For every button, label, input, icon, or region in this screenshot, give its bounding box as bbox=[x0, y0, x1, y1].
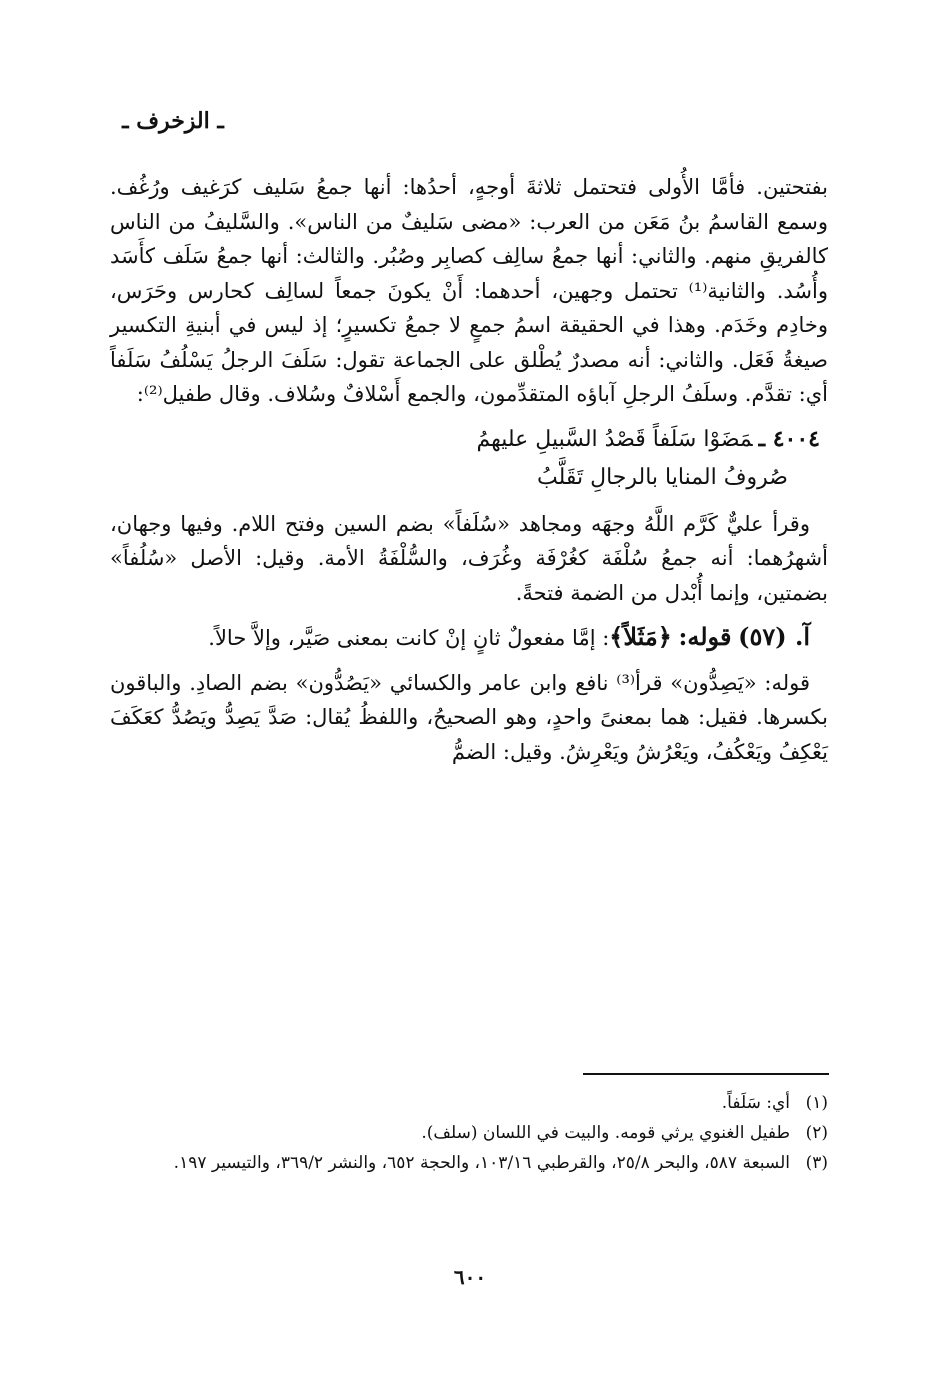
paragraph-3: قوله: «يَصِدُّون» قرأ⁽³⁾ نافع وابن عامر والكسائي «يَصُدُّون» بضم الصادِ. والباقون بكسرها. فقيل: هما بمعنىً واحدٍ، وهو الصحيحُ، واللفظُ يُقال: صَدَّ يَصِدُّ ويَصُدُّ كعَكَفَ يَعْكِفُ ويَعْكُفُ، ويَعْرُشُ ويَعْرِشُ. وقيل: الضمُّ bbox=[110, 670, 828, 764]
page-number: ٦٠٠ bbox=[453, 1265, 487, 1289]
verse-line-1: مَضَوْا سَلَفاً قَصْدُ السَّبيلِ عليهمُ bbox=[476, 426, 753, 452]
footnote-number: (١) bbox=[805, 1093, 828, 1113]
ayah-word: ﴿مَثَلاً﴾ bbox=[609, 622, 672, 651]
footnote-1 bbox=[110, 1088, 828, 1118]
footnote-text: السبعة ٥٨٧، والبحر ٢٥/٨، والقرطبي ١٠٣/١٦، والحجة ٦٥٢، والنشر ٣٦٩/٢، والتيسير ١٩٧. bbox=[173, 1153, 790, 1173]
ayah-number: آ. (٥٧) bbox=[738, 622, 810, 651]
footnotes bbox=[110, 1088, 828, 1178]
running-header: ـ الزخرف ـ bbox=[122, 108, 224, 134]
quote-commentary: : إمَّا مفعولٌ ثانٍ إنْ كانت بمعنى صَيَّر، وإلاَّ حالاً. bbox=[208, 626, 610, 650]
paragraph-2: وقرأ عليٌّ كَرَّم اللَّهُ وجهَه ومجاهد «سُلَفاً» بضم السين وفتح اللام. وفيها وجهان، أشهرُهما: أنه جمعُ سُلْفَة كغُرْفَة وغُرَف، والسُّلْفَةُ الأمة. وقيل: الأصل «سُلُفاً» بضمتين، وإنما أُبْدل من الضمة فتحةً. bbox=[110, 511, 828, 605]
verse-first-hemistich bbox=[110, 420, 828, 459]
footnote-number: (٣) bbox=[805, 1153, 828, 1173]
footnote-text: طفيل الغنوي يرثي قومه. والبيت في اللسان (سلف). bbox=[421, 1123, 790, 1143]
poetry-verse bbox=[110, 420, 828, 497]
verse-number: ٤٠٠٤ ـ bbox=[758, 425, 820, 452]
footnote-number: (٢) bbox=[805, 1123, 828, 1143]
paragraph-1: بفتحتين. فأمَّا الأُولى فتحتمل ثلاثةَ أوجهٍ، أحدُها: أنها جمعُ سَليف كرَغيف ورُغُف. وسمع القاسمُ بنُ مَعَن من العرب: «مضى سَليفٌ من الناس». والسَّليفُ من الناس كالفريقِ منهم. والثاني: أنها جمعُ سالِف كصابِر وصُبُر. والثالث: أنها جمعُ سَلَف كأَسَد وأُسُد. والثانية⁽¹⁾ تحتمل وجهين، أحدهما: أَنْ يكونَ جمعاً لسالِف كحارس وحَرَس، وخادِم وخَدَم. وهذا في الحقيقة اسمُ جمعٍ لا جمعُ تكسيرٍ؛ إذ ليس في أبنيةِ التكسير صيغةُ فَعَل. والثاني: أنه مصدرٌ يُطْلق على الجماعة تقول: سَلَفَ الرجلُ يَسْلُفُ سَلَفاً أي: تقدَّم. وسلَفُ الرجلِ آباؤه المتقدِّمون، والجمع أَسْلافٌ وسُلاف. وقال طفيل⁽²⁾: bbox=[110, 175, 828, 406]
main-text bbox=[110, 170, 828, 769]
quote-label: قوله: bbox=[678, 622, 732, 651]
footnote-divider bbox=[583, 1073, 829, 1075]
footnote-3 bbox=[110, 1148, 828, 1178]
footnote-text: أي: سَلَفاً. bbox=[721, 1093, 790, 1113]
verse-second-hemistich: صُروفُ المنايا بالرجالِ تَقَلَّبُ bbox=[536, 464, 788, 490]
quran-quote-paragraph bbox=[110, 620, 828, 656]
footnote-2 bbox=[110, 1118, 828, 1148]
